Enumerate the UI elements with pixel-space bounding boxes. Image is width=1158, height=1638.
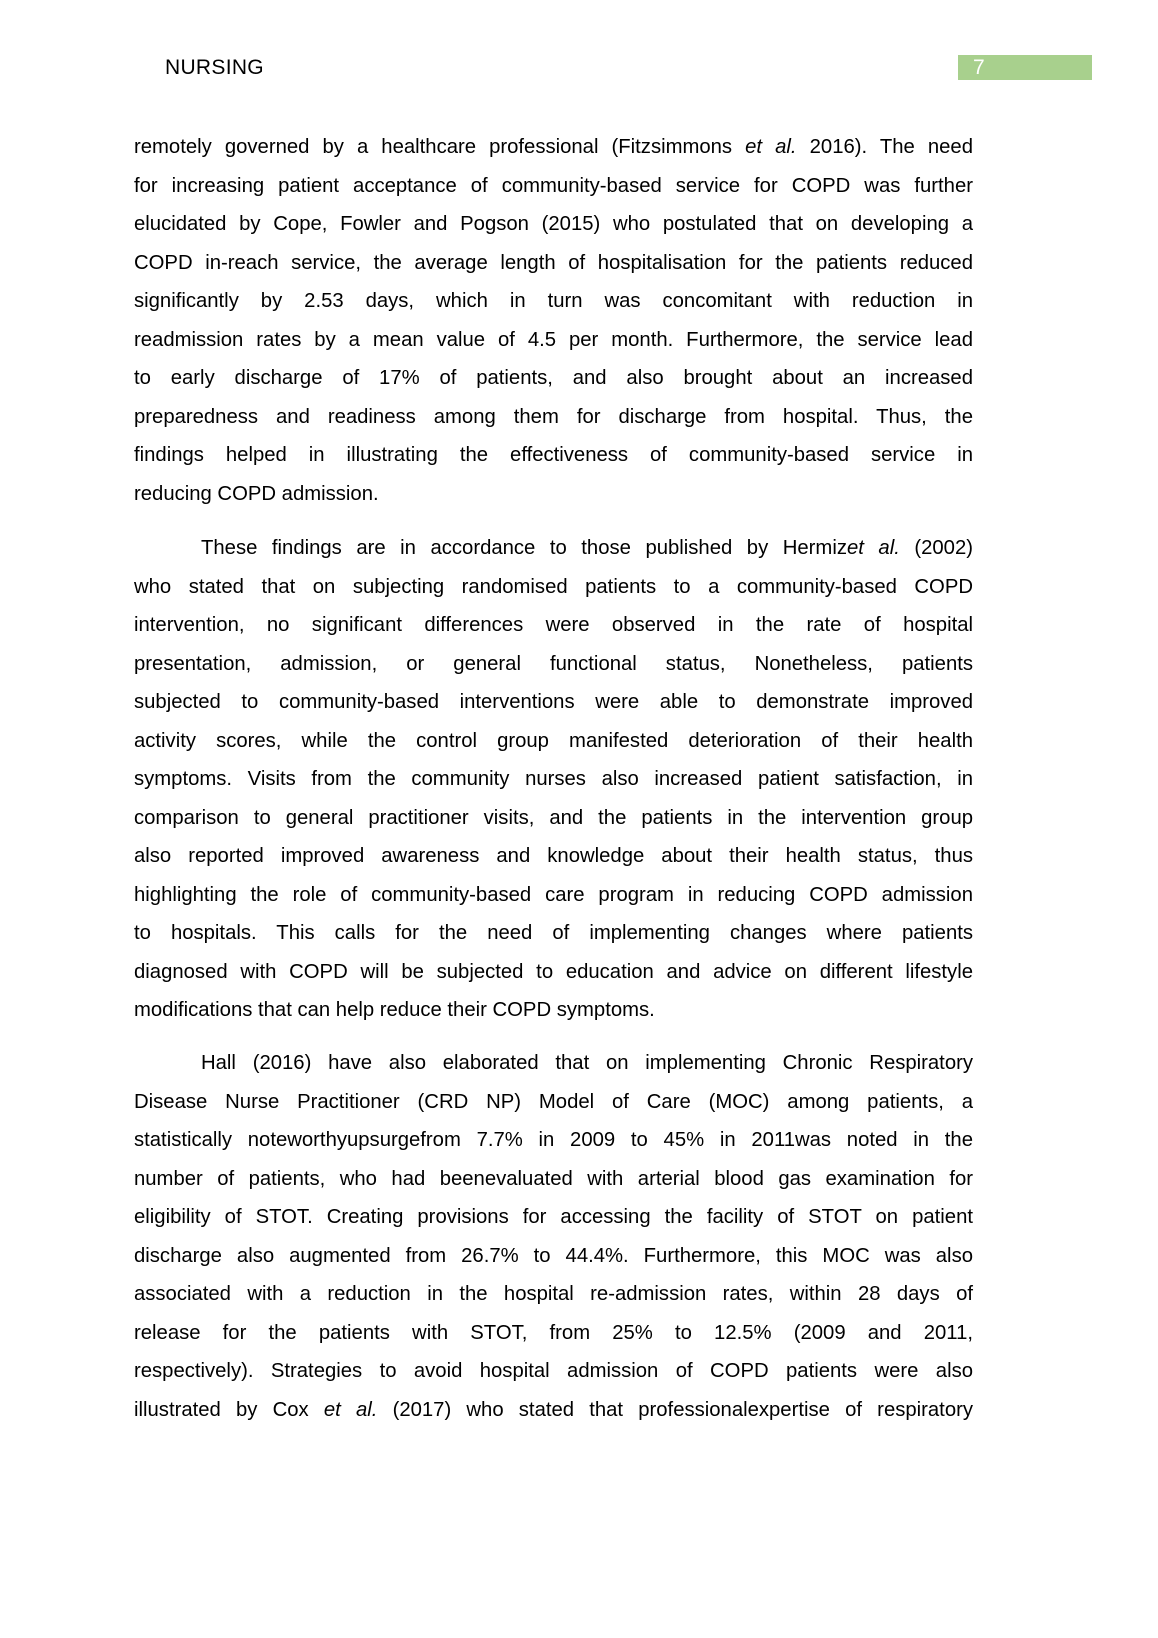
text-line (134, 1275, 973, 1314)
text-line (134, 914, 973, 953)
text-segment: (2002) (899, 537, 973, 559)
page-number: 7 (973, 56, 985, 79)
text-line (134, 606, 973, 645)
text-line (134, 282, 973, 321)
text-segment: who stated that on subjecting randomised patients to a community-based COPD (134, 575, 973, 598)
text-segment: highlighting the role of community-based care program in reducing COPD admission (134, 883, 973, 906)
text-segment: readmission rates by a mean value of 4.5 per month. Furthermore, the service lead (134, 328, 973, 351)
text-segment: 2016). The need (796, 136, 973, 158)
text-segment: COPD in-reach service, the average length of hospitalisation for the patients reduced (134, 251, 973, 274)
text-line (134, 359, 973, 398)
text-segment: for increasing patient acceptance of community-based service for COPD was further (134, 174, 973, 197)
text-segment: number of patients, who had beenevaluated with arterial blood gas examination for (134, 1167, 973, 1190)
text-line (134, 167, 973, 206)
text-segment: presentation, admission, or general functional status, Nonetheless, patients (134, 652, 973, 675)
text-line (134, 128, 973, 167)
text-segment: (2017) who stated that professionalexpertise of respiratory (377, 1398, 973, 1421)
text-segment: preparedness and readiness among them for discharge from hospital. Thus, the (134, 405, 973, 428)
text-line (134, 876, 973, 915)
text-line (134, 837, 973, 876)
text-line (134, 205, 973, 244)
text-segment: to early discharge of 17% of patients, and also brought about an increased (134, 367, 973, 389)
text-line (134, 529, 973, 568)
text-segment: remotely governed by a healthcare professional (Fitzsimmons (134, 136, 746, 158)
text-line (134, 1160, 973, 1199)
text-line (134, 244, 973, 283)
text-segment: diagnosed with COPD will be subjected to education and advice on different lifestyle (134, 960, 973, 983)
running-head: NURSING (165, 56, 264, 79)
text-line (134, 683, 973, 722)
text-line (134, 1083, 973, 1122)
text-segment: to hospitals. This calls for the need of implementing changes where patients (134, 922, 973, 944)
text-segment: These findings are in accordance to those published by Hermiz (201, 537, 847, 559)
text-line (134, 991, 973, 1030)
text-segment: discharge also augmented from 26.7% to 44.4%. Furthermore, this MOC was also (134, 1244, 973, 1267)
text-segment: release for the patients with STOT, from 25% to 12.5% (2009 and 2011, (134, 1321, 973, 1344)
text-segment: significantly by 2.53 days, which in turn was concomitant with reduction in (134, 290, 973, 312)
text-segment: reducing COPD admission. (134, 482, 379, 505)
italic-text: et al. (846, 537, 900, 559)
text-line (134, 1237, 973, 1276)
paragraph-2 (134, 529, 973, 1030)
text-line (134, 760, 973, 799)
paragraph-1 (134, 128, 973, 513)
text-line (134, 436, 973, 475)
italic-text: et al. (745, 136, 797, 158)
text-segment: intervention, no significant differences were observed in the rate of hospital (134, 614, 973, 636)
text-line (134, 321, 973, 360)
text-segment: modifications that can help reduce their COPD symptoms. (134, 999, 655, 1021)
text-segment: Hall (2016) have also elaborated that on implementing Chronic Respiratory (201, 1052, 973, 1074)
text-segment: associated with a reduction in the hospital re-admission rates, within 28 days of (134, 1283, 973, 1305)
text-segment: subjected to community-based interventions were able to demonstrate improved (134, 691, 973, 713)
text-line (134, 1352, 973, 1391)
italic-text: et al. (323, 1398, 378, 1421)
text-segment: Disease Nurse Practitioner (CRD NP) Model of Care (MOC) among patients, a (134, 1090, 973, 1113)
paragraph-3 (134, 1044, 973, 1429)
text-line (134, 1044, 973, 1083)
text-line (134, 1391, 973, 1430)
text-line (134, 953, 973, 992)
text-segment: findings helped in illustrating the effectiveness of community-based service in (134, 444, 973, 466)
text-segment: also reported improved awareness and knowledge about their health status, thus (134, 845, 973, 867)
text-line (134, 1314, 973, 1353)
text-segment: illustrated by Cox (134, 1398, 324, 1421)
text-line (134, 398, 973, 437)
text-line (134, 722, 973, 761)
text-segment: eligibility of STOT. Creating provisions for accessing the facility of STOT on patient (134, 1206, 973, 1228)
text-line (134, 1198, 973, 1237)
text-segment: respectively). Strategies to avoid hospital admission of COPD patients were also (134, 1360, 973, 1382)
text-line (134, 645, 973, 684)
text-line (134, 475, 973, 514)
text-line (134, 1121, 973, 1160)
text-segment: symptoms. Visits from the community nurses also increased patient satisfaction, in (134, 768, 973, 790)
page-number-box (958, 55, 1092, 80)
text-segment: comparison to general practitioner visits, and the patients in the intervention group (134, 806, 973, 829)
text-segment: statistically noteworthyupsurgefrom 7.7% in 2009 to 45% in 2011was noted in the (134, 1129, 973, 1151)
text-segment: activity scores, while the control group manifested deterioration of their health (134, 729, 973, 752)
text-line (134, 568, 973, 607)
text-segment: elucidated by Cope, Fowler and Pogson (2015) who postulated that on developing a (134, 213, 973, 235)
text-line (134, 799, 973, 838)
